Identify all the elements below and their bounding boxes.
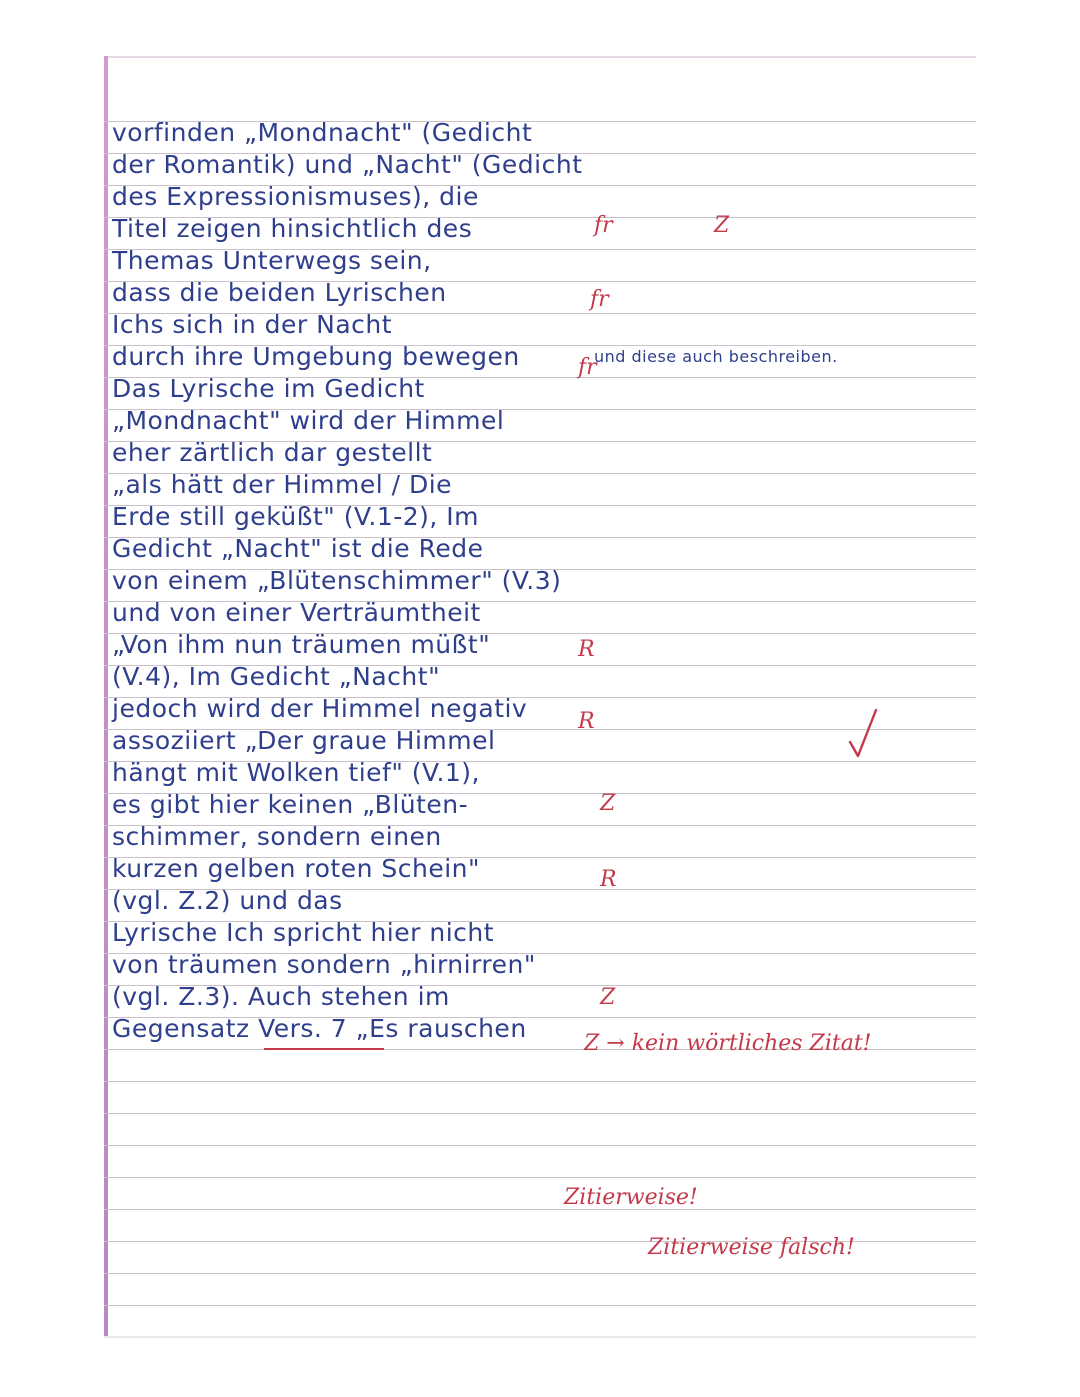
text-line: Lyrische Ich spricht hier nicht	[112, 918, 495, 947]
correction-mark: Zitierweise falsch!	[648, 1235, 855, 1260]
text-line: (V.4), Im Gedicht „Nacht"	[112, 662, 441, 691]
text-line: (vgl. Z.3). Auch stehen im	[112, 982, 450, 1011]
ruled-line	[104, 1273, 976, 1274]
ruled-line	[104, 1113, 976, 1114]
page-bottom-edge	[104, 1336, 976, 1338]
text-line: Titel zeigen hinsichtlich des	[112, 214, 473, 243]
text-line: des Expressionismuses), die	[112, 182, 479, 211]
text-line: Themas Unterwegs sein,	[112, 246, 432, 275]
notebook-page	[104, 56, 976, 1338]
text-line: „Mondnacht" wird der Himmel	[112, 406, 505, 435]
correction-underline	[264, 1048, 384, 1050]
ruled-line	[104, 1145, 976, 1146]
text-line: vorfinden „Mondnacht" (Gedicht	[112, 118, 533, 147]
correction-mark: fr	[578, 355, 597, 380]
insertion-text: und diese auch beschreiben.	[594, 347, 838, 366]
correction-mark: R	[578, 637, 595, 662]
text-line: Erde still geküßt" (V.1-2), Im	[112, 502, 480, 531]
ruled-line	[104, 1305, 976, 1306]
text-line: kurzen gelben roten Schein"	[112, 854, 480, 883]
correction-mark: Z	[600, 985, 616, 1010]
text-line: von träumen sondern „hirnirren"	[112, 950, 536, 979]
correction-mark: Z	[600, 791, 616, 816]
text-line: der Romantik) und „Nacht" (Gedicht	[112, 150, 583, 179]
correction-mark: fr	[590, 287, 609, 312]
text-line: und von einer Verträumtheit	[112, 598, 481, 627]
text-line: es gibt hier keinen „Blüten-	[112, 790, 469, 819]
text-line: von einem „Blütenschimmer" (V.3)	[112, 566, 562, 595]
text-line: assoziiert „Der graue Himmel	[112, 726, 496, 755]
correction-mark: R	[600, 867, 617, 892]
text-line: eher zärtlich dar gestellt	[112, 438, 433, 467]
text-line: hängt mit Wolken tief" (V.1),	[112, 758, 480, 787]
correction-mark: fr	[594, 213, 613, 238]
ruled-line	[104, 1209, 976, 1210]
correction-mark: Z	[714, 213, 730, 238]
correction-mark: R	[578, 709, 595, 734]
text-line: Gegensatz Vers. 7 „Es rauschen	[112, 1014, 527, 1043]
page-top-edge	[104, 56, 976, 58]
text-line: jedoch wird der Himmel negativ	[112, 694, 528, 723]
text-line: Gedicht „Nacht" ist die Rede	[112, 534, 484, 563]
correction-mark: Zitierweise!	[564, 1185, 698, 1210]
ruled-line	[104, 1081, 976, 1082]
text-line: dass die beiden Lyrischen	[112, 278, 447, 307]
text-line: „Von ihm nun träumen müßt"	[112, 630, 491, 659]
ruled-line	[104, 1177, 976, 1178]
text-line: (vgl. Z.2) und das	[112, 886, 343, 915]
text-line: „als hätt der Himmel / Die	[112, 470, 453, 499]
correction-mark: Z → kein wörtliches Zitat!	[584, 1031, 872, 1056]
text-line: Ichs sich in der Nacht	[112, 310, 393, 339]
text-line: durch ihre Umgebung bewegen	[112, 342, 520, 371]
text-line: schimmer, sondern einen	[112, 822, 442, 851]
checkmark-icon	[842, 704, 882, 764]
text-line: Das Lyrische im Gedicht	[112, 374, 425, 403]
